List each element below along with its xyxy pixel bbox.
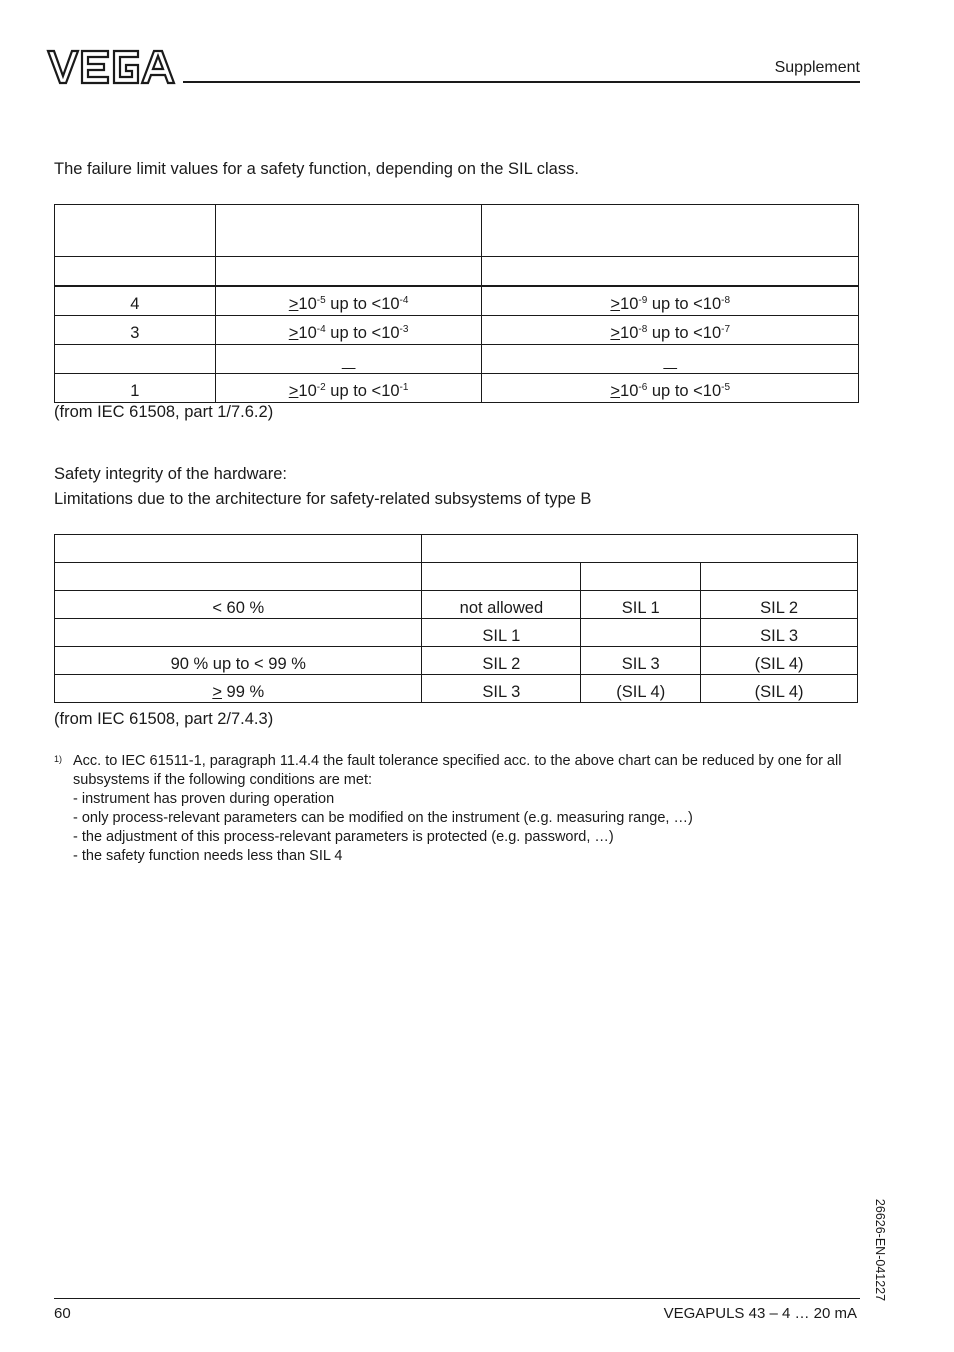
value-exponent: -9 bbox=[638, 295, 648, 306]
tolerance-cell: (SIL 4) bbox=[581, 675, 701, 703]
failure-limit-table bbox=[54, 204, 859, 403]
value-exponent: -6 bbox=[638, 382, 648, 393]
table-row bbox=[55, 374, 859, 403]
sff-cell bbox=[55, 647, 422, 675]
tolerance-cell: SIL 3 bbox=[581, 647, 701, 675]
value-base: 10 bbox=[620, 324, 639, 342]
value-exponent: -4 bbox=[399, 295, 409, 306]
ge-symbol: > bbox=[610, 382, 621, 400]
value-base: 10 bbox=[620, 382, 639, 400]
sff-cell bbox=[55, 591, 422, 619]
value-base: 10 bbox=[298, 295, 317, 313]
table-row bbox=[55, 345, 859, 374]
ge-symbol: > bbox=[288, 295, 299, 313]
tolerance-cell: (SIL 4) bbox=[701, 647, 858, 675]
list-item: - instrument has proven during operation bbox=[73, 791, 335, 807]
tolerance-cell: SIL 2 bbox=[422, 647, 581, 675]
value-base: 10 bbox=[298, 382, 317, 400]
ge-symbol: > bbox=[610, 324, 621, 342]
table1-source: (from IEC 61508, part 1/7.6.2) bbox=[54, 403, 274, 421]
footnote-conditions bbox=[73, 790, 863, 866]
tolerance-cell: SIL 1 bbox=[422, 619, 581, 647]
page-number: 60 bbox=[54, 1305, 71, 1322]
ge-symbol: > bbox=[212, 683, 222, 701]
value-range: up to <10 bbox=[325, 382, 400, 400]
document-code-text: 26626-EN-041227 bbox=[873, 1198, 887, 1302]
header-cell bbox=[581, 563, 701, 591]
header-cell bbox=[55, 535, 422, 563]
tolerance-cell: (SIL 4) bbox=[701, 675, 858, 703]
header-cell bbox=[701, 563, 858, 591]
section-label: Supplement bbox=[774, 59, 860, 76]
value-exponent: -5 bbox=[721, 382, 731, 393]
tolerance-cell: SIL 3 bbox=[422, 675, 581, 703]
vega-logo bbox=[46, 48, 176, 86]
header-cell bbox=[422, 563, 581, 591]
sil-cell: 4 bbox=[55, 286, 216, 316]
ge-underline bbox=[663, 353, 677, 371]
sil-cell: 3 bbox=[55, 316, 216, 345]
table2-source: (from IEC 61508, part 2/7.4.3) bbox=[54, 710, 274, 728]
low-demand-cell bbox=[215, 345, 482, 374]
sff-cell bbox=[55, 619, 422, 647]
header-cell bbox=[55, 257, 216, 287]
footnote-body bbox=[73, 752, 863, 866]
high-demand-cell bbox=[482, 345, 859, 374]
intro-text: The failure limit values for a safety function, depending on the SIL class. bbox=[54, 160, 579, 178]
value-exponent: -8 bbox=[721, 295, 731, 306]
table-header-row bbox=[55, 205, 859, 257]
tolerance-cell: SIL 3 bbox=[701, 619, 858, 647]
low-demand-cell bbox=[215, 374, 482, 403]
list-item: - the safety function needs less than SIL 4 bbox=[73, 848, 343, 864]
product-name: VEGAPULS 43 – 4 … 20 mA bbox=[663, 1305, 857, 1322]
value-exponent: -4 bbox=[316, 324, 326, 335]
hardware-architecture-table bbox=[54, 534, 858, 703]
tolerance-cell bbox=[581, 619, 701, 647]
document-code bbox=[870, 1190, 890, 1310]
ge-underline bbox=[342, 353, 356, 371]
tolerance-cell: SIL 1 bbox=[581, 591, 701, 619]
table-row bbox=[55, 619, 858, 647]
tolerance-cell: not allowed bbox=[422, 591, 581, 619]
header-cell bbox=[482, 205, 859, 257]
table-row bbox=[55, 675, 858, 703]
sff-value: 90 % up to < 99 % bbox=[170, 655, 306, 673]
list-item: - the adjustment of this process-relevant parameters is protected (e.g. password, …) bbox=[73, 829, 614, 845]
header-cell bbox=[482, 257, 859, 287]
low-demand-cell bbox=[215, 286, 482, 316]
sff-value: < 60 % bbox=[212, 599, 265, 617]
table-header-row bbox=[55, 257, 859, 287]
ge-symbol: > bbox=[288, 324, 299, 342]
hardware-heading: Safety integrity of the hardware: bbox=[54, 465, 287, 483]
sff-cell bbox=[55, 675, 422, 703]
value-base: 10 bbox=[620, 295, 639, 313]
sff-value: 99 % bbox=[221, 683, 265, 701]
value-base: 10 bbox=[298, 324, 317, 342]
value-exponent: -7 bbox=[721, 324, 731, 335]
value-exponent: -5 bbox=[316, 295, 326, 306]
value-range: up to <10 bbox=[325, 295, 400, 313]
table-header-row bbox=[55, 535, 858, 563]
ge-symbol: > bbox=[610, 295, 621, 313]
value-exponent: -8 bbox=[638, 324, 648, 335]
header-cell bbox=[422, 535, 858, 563]
ge-symbol: > bbox=[288, 382, 299, 400]
value-range: up to <10 bbox=[647, 324, 722, 342]
table-header-row bbox=[55, 563, 858, 591]
high-demand-cell bbox=[482, 316, 859, 345]
low-demand-cell bbox=[215, 316, 482, 345]
value-exponent: -2 bbox=[316, 382, 326, 393]
value-exponent: -1 bbox=[399, 382, 409, 393]
tolerance-cell: SIL 2 bbox=[701, 591, 858, 619]
value-range: up to <10 bbox=[325, 324, 400, 342]
table-row bbox=[55, 647, 858, 675]
value-exponent: -3 bbox=[399, 324, 409, 335]
sil-cell: 1 bbox=[55, 374, 216, 403]
value-range: up to <10 bbox=[647, 295, 722, 313]
footer-rule bbox=[54, 1298, 860, 1299]
header-cell bbox=[215, 257, 482, 287]
sil-cell bbox=[55, 345, 216, 374]
table-row bbox=[55, 286, 859, 316]
table-row bbox=[55, 591, 858, 619]
header-cell bbox=[55, 563, 422, 591]
table-row bbox=[55, 316, 859, 345]
hardware-subheading: Limitations due to the architecture for safety-related subsystems of type B bbox=[54, 490, 592, 508]
header-cell bbox=[215, 205, 482, 257]
list-item: - only process-relevant parameters can be modified on the instrument (e.g. measuring range, …) bbox=[73, 810, 693, 826]
header-rule bbox=[183, 81, 860, 83]
footnote-mark: 1) bbox=[54, 754, 63, 764]
high-demand-cell bbox=[482, 286, 859, 316]
high-demand-cell bbox=[482, 374, 859, 403]
header-cell bbox=[55, 205, 216, 257]
value-range: up to <10 bbox=[647, 382, 722, 400]
footnote-text: Acc. to IEC 61511-1, paragraph 11.4.4 the fault tolerance specified acc. to the above chart can be reduced by one for all subsystems if the following conditions are met: bbox=[73, 753, 842, 788]
